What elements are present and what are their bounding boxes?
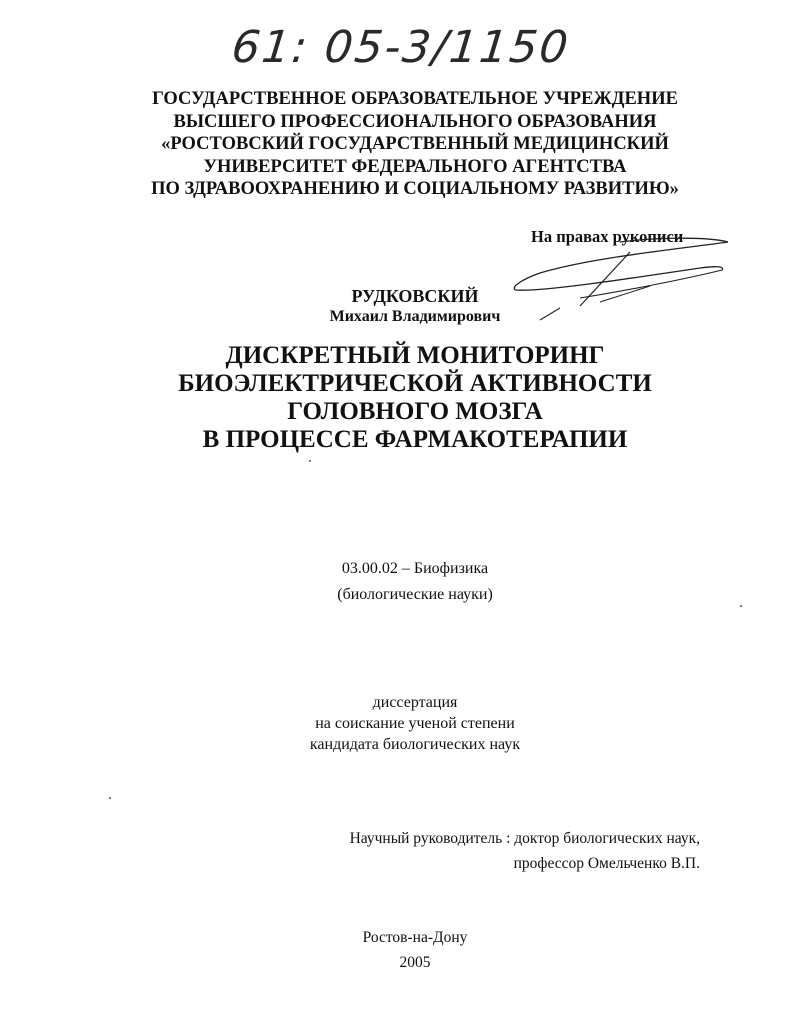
rights-note: На правах рукописи bbox=[531, 227, 684, 246]
degree-line: диссертация bbox=[372, 694, 458, 711]
advisor-line: Научный руководитель : доктор биологических наук, bbox=[349, 830, 700, 847]
title-line: ГОЛОВНОГО МОЗГА bbox=[287, 398, 543, 425]
scan-speck bbox=[109, 797, 111, 799]
year: 2005 bbox=[399, 954, 431, 971]
scan-speck bbox=[740, 605, 742, 607]
degree-line: на соискание ученой степени bbox=[315, 715, 515, 732]
archive-stamp: 61: 05-3/1150 bbox=[229, 22, 573, 73]
specialty-code: 03.00.02 – Биофизика bbox=[341, 560, 489, 577]
degree-block bbox=[230, 692, 600, 755]
dissertation-title bbox=[120, 342, 710, 454]
author-surname: РУДКОВСКИЙ bbox=[351, 286, 479, 306]
degree-line: кандидата биологических наук bbox=[309, 736, 521, 753]
institution-line: «РОСТОВСКИЙ ГОСУДАРСТВЕННЫЙ МЕДИЦИНСКИЙ bbox=[161, 134, 669, 154]
specialty-block bbox=[230, 556, 600, 608]
title-line: БИОЭЛЕКТРИЧЕСКОЙ АКТИВНОСТИ bbox=[178, 370, 652, 397]
place-year-block bbox=[300, 925, 530, 975]
scan-speck bbox=[309, 460, 311, 462]
institution-line: ПО ЗДРАВООХРАНЕНИЮ И СОЦИАЛЬНОМУ РАЗВИТИЮ» bbox=[151, 179, 679, 199]
advisor-line: профессор Омельченко В.П. bbox=[513, 855, 700, 872]
institution-line: ВЫСШЕГО ПРОФЕССИОНАЛЬНОГО ОБРАЗОВАНИЯ bbox=[173, 111, 657, 132]
title-line: В ПРОЦЕССЕ ФАРМАКОТЕРАПИИ bbox=[202, 426, 628, 453]
city: Ростов-на-Дону bbox=[362, 929, 468, 946]
institution-line: УНИВЕРСИТЕТ ФЕДЕРАЛЬНОГО АГЕНТСТВА bbox=[203, 156, 627, 177]
specialty-field: (биологические науки) bbox=[337, 586, 493, 603]
institution-line: ГОСУДАРСТВЕННОЕ ОБРАЗОВАТЕЛЬНОЕ УЧРЕЖДЕНИЕ bbox=[152, 89, 678, 109]
title-line: ДИСКРЕТНЫЙ МОНИТОРИНГ bbox=[225, 342, 605, 369]
institution-header bbox=[120, 88, 710, 201]
author-name: Михаил Владимирович bbox=[329, 308, 501, 325]
advisor-block bbox=[300, 826, 700, 876]
